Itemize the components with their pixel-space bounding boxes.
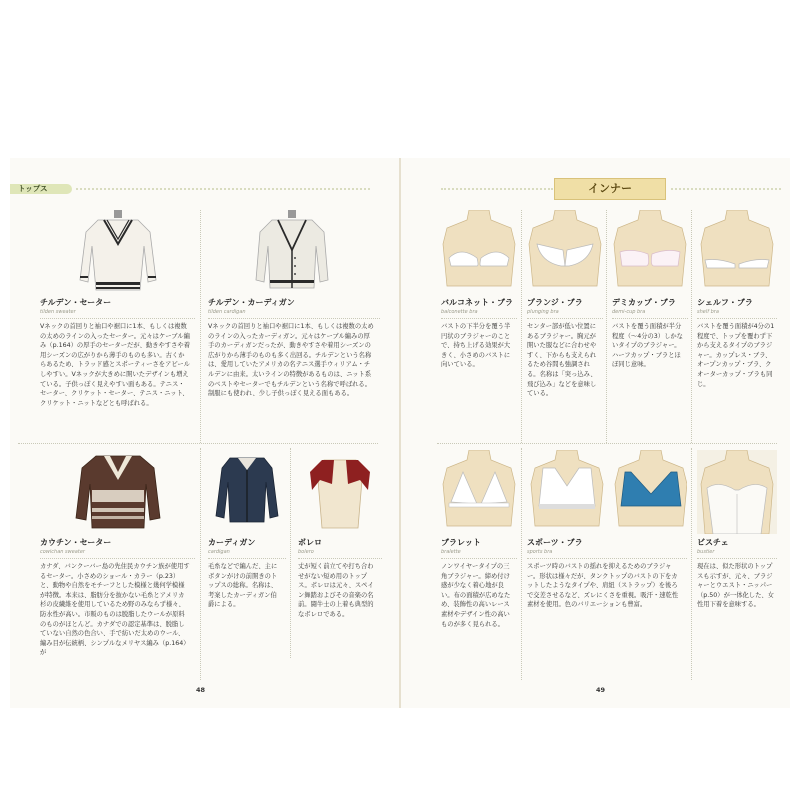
item-title: ビスチェ: [697, 538, 729, 547]
item-subtitle: cardigan: [208, 549, 230, 555]
column-divider: [691, 210, 692, 443]
header-dotted-line: [441, 188, 553, 190]
item-description: バストの下半分を覆う半円状のブラジャーのことで、持ち上げる効果が大きく、小さめのバストに向いている。: [441, 323, 511, 369]
title-rule: [40, 558, 195, 559]
item-subtitle: sports bra: [527, 549, 553, 555]
title-rule: [697, 558, 777, 559]
item-description: Vネックの首回りと袖口や裾口に1本、もしくは複数の太めのラインの入ったカーディガン。元々はケーブル編みの厚手のカーディガンだったが、動きやすさや着用シーズンの広がりから薄手のものも多く出回る。チルデンという名称は、愛用していたアメリカの名テニス選手ウィリアム・チルデンに由来。太いラインの特徴があるものは、ニット系のベストやセーターでもチルデンという名称で呼ばれる。制服にも使われ、少し子供っぽく見える面もある。: [208, 323, 374, 398]
item-description: 現在は、似た形状のトップスも示すが、元々、ブラジャーとウエスト・ニッパー（p.50）が一体化した、女性用下着を意味する。: [697, 563, 774, 609]
right-page-header: [441, 178, 781, 200]
row-divider: [437, 443, 777, 444]
item-bolero: [298, 450, 382, 660]
item-plunging-bra: [527, 210, 603, 440]
item-subtitle: shelf bra: [697, 309, 719, 315]
column-divider: [521, 448, 522, 680]
item-description: センター部が低い位置にあるブラジャー。胸元が開いた服などに合わせやすく、下からも支えられるため谷間も強調される。名称は「突っ込み、飛び込み」などを意味している。: [527, 323, 597, 398]
title-rule: [298, 558, 382, 559]
column-divider: [200, 448, 201, 680]
item-subtitle: demi-cup bra: [612, 309, 646, 315]
item-subtitle: balconette bra: [441, 309, 478, 315]
page-number: 48: [196, 686, 206, 694]
item-title: デミカップ・ブラ: [612, 298, 676, 307]
section-tab-label: トップス: [18, 184, 48, 193]
book-spread: [10, 158, 790, 708]
bustier-illustration: [697, 450, 777, 534]
header-dotted-line: [671, 188, 781, 190]
title-rule: [40, 318, 195, 319]
title-rule: [441, 558, 517, 559]
item-title: シェルフ・ブラ: [697, 298, 753, 307]
header-dotted-line: [76, 188, 370, 190]
item-title: ブラレット: [441, 538, 481, 547]
item-title: スポーツ・ブラ: [527, 538, 583, 547]
plunging-bra-illustration: [527, 210, 603, 294]
item-subtitle: cowichan sweater: [40, 549, 85, 555]
title-rule: [697, 318, 777, 319]
column-divider: [200, 210, 201, 443]
item-title: カーディガン: [208, 538, 256, 547]
item-subtitle: bralette: [441, 549, 461, 555]
bolero-illustration: [298, 450, 382, 534]
item-description: バストを覆う面積が4分の1程度で、トップを覆わず下から支えるタイプのブラジャー。カップレス・ブラ、オープンカップ・ブラ、クオーターカップ・ブラも同じ。: [697, 323, 775, 388]
left-page-header: [10, 184, 370, 194]
item-bralette: [441, 450, 517, 680]
item-bustier: [697, 450, 777, 680]
cowichan-sweater-illustration: [40, 450, 195, 534]
item-cowichan-sweater: [40, 450, 195, 680]
column-divider: [606, 210, 607, 443]
section-title: インナー: [554, 178, 666, 200]
item-description: カナダ、バンクーバー島の先住民カウチン族が使用するセーター。小さめのショール・カラー（p.23）と、動物や自然をモチーフとした模様と幾何学模様が特徴。本来は、脂肪分を抜かない毛糸とアメリカ杉の皮繊維を使用しているため野のみならず様々、防水性が高い。市販のものは脱脂したウールが原料のものがほとんど。カナダでの認定基準は、脱脂していない自然の色合い、手で紡いだ太めのウール、編み目が伝統柄、シンプルなメリヤス編み（p.164）が: [40, 563, 190, 657]
column-divider: [521, 210, 522, 443]
column-divider: [691, 448, 692, 680]
tilden-sweater-illustration: [40, 210, 195, 294]
cardigan-illustration: [208, 450, 286, 534]
item-cardigan: [208, 450, 286, 660]
title-rule: [527, 558, 687, 559]
item-description: 毛糸などで編んだ、主にボタンがけの前開きのトップスの総称。名称は、考案したカーディガン伯爵による。: [208, 563, 278, 609]
item-description: 丈が短く前立てや打ち合わせがない短め用のトップス。ボレロは元々、スペイン舞踏およびその音楽の名前。闘牛士の上着も典型的なボレロである。: [298, 563, 374, 618]
column-divider: [290, 448, 291, 658]
tilden-cardigan-illustration: [208, 210, 380, 294]
left-page: [10, 158, 399, 708]
item-subtitle: bolero: [298, 549, 314, 555]
bralette-illustration: [441, 450, 517, 534]
item-description: バストを覆う面積が半分程度（〜4分の3）しかないタイプのブラジャー。ハーフカップ・ブラとほぼ同じ意味。: [612, 323, 683, 369]
item-title: バルコネット・ブラ: [441, 298, 513, 307]
item-title: プランジ・ブラ: [527, 298, 583, 307]
title-rule: [208, 318, 380, 319]
item-tilden-cardigan: [208, 210, 380, 440]
item-tilden-sweater: [40, 210, 195, 440]
item-description: スポーツ時のバストの揺れを抑えるためのブラジャー。形状は様々だが、タンクトップのバストの下をカットしたようなタイプや、肩紐（ストラップ）を後ろで交差させるなど、ズレにくさを重視。吸汗・速乾性素材を使用。色のバリエーションも豊富。: [527, 563, 679, 609]
item-title: チルデン・セーター: [40, 298, 112, 307]
item-description: ノンワイヤータイプの三角ブラジャー。締め付け感が少なく着心地が良い。布の面積が広めなため、装飾性の高いレース素材やデザイン性の高いものが多く見られる。: [441, 563, 511, 628]
item-title: カウチン・セーター: [40, 538, 112, 547]
item-balconette-bra: [441, 210, 517, 440]
title-rule: [612, 318, 688, 319]
item-description: Vネックの首回りと袖口や裾口に1本、もしくは複数の太めのラインの入ったセーター。元々はケーブル編み（p.164）の厚手のセーターだが、動きやすさや着用シーズンの広がりから薄手のものも多い。古くからあるため、トラッド感とスポーティーさをアピールしやすい。Vネックが大きめに開いたデザインも増えている。子供っぽく見えやすい面もある。テニス・セーター、クリケット・セーター、テニス・ニット、クリケット・ニットなどとも呼ばれる。: [40, 323, 190, 407]
item-subtitle: tilden sweater: [40, 309, 76, 315]
title-rule: [527, 318, 603, 319]
shelf-bra-illustration: [697, 210, 777, 294]
title-rule: [441, 318, 517, 319]
item-title: ボレロ: [298, 538, 322, 547]
item-demi-cup-bra: [612, 210, 688, 440]
demi-cup-bra-illustration: [612, 210, 688, 294]
right-page: [401, 158, 790, 708]
item-subtitle: bustier: [697, 549, 715, 555]
item-sports-bra: [527, 450, 687, 680]
sports-bra-illustration: [527, 450, 687, 534]
item-title: チルデン・カーディガン: [208, 298, 295, 307]
balconette-bra-illustration: [441, 210, 517, 294]
row-divider: [18, 443, 378, 444]
page-number: 49: [596, 686, 606, 694]
title-rule: [208, 558, 286, 559]
item-shelf-bra: [697, 210, 777, 440]
item-subtitle: plunging bra: [527, 309, 559, 315]
item-subtitle: tilden cardigan: [208, 309, 246, 315]
